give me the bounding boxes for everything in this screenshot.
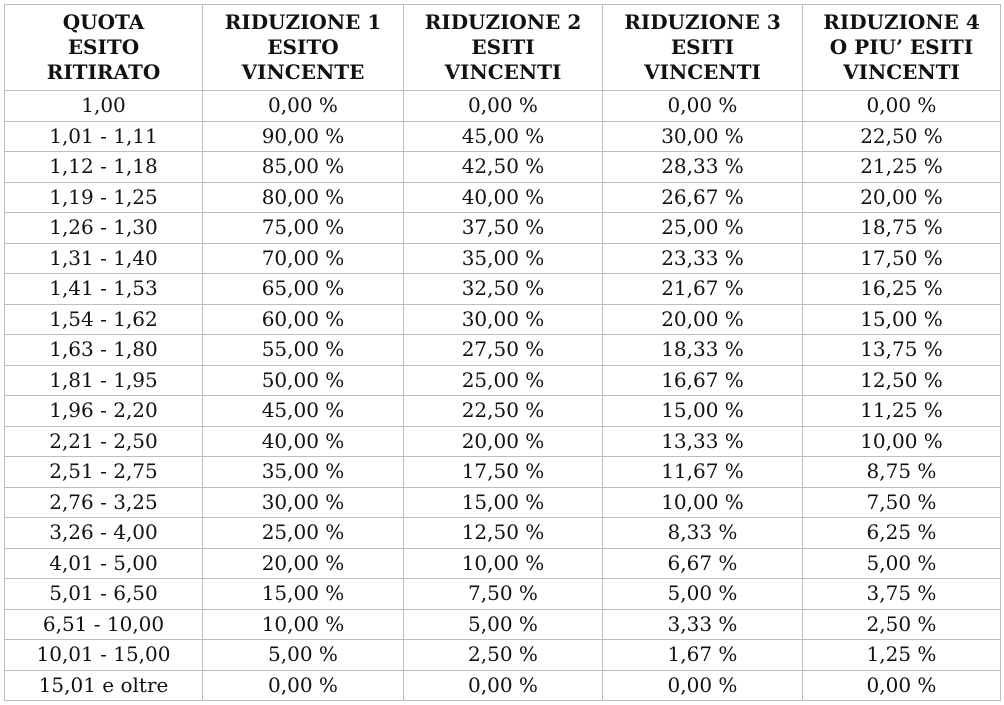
quota-range-cell: 2,21 - 2,50 [5,426,203,457]
quota-range-cell: 1,19 - 1,25 [5,182,203,213]
riduzione-1-cell: 10,00 % [203,609,404,640]
riduzione-4-cell: 7,50 % [803,487,1001,518]
header-line: VINCENTI [644,60,761,84]
header-line: QUOTA [62,10,145,34]
riduzione-1-cell: 50,00 % [203,365,404,396]
riduzione-1-cell: 55,00 % [203,335,404,366]
table-row [5,91,1001,122]
riduzione-4-cell: 8,75 % [803,457,1001,488]
table-row [5,579,1001,610]
quota-range-cell: 2,76 - 3,25 [5,487,203,518]
header-riduzione-2 [404,5,603,91]
table-row [5,396,1001,427]
header-riduzione-4 [803,5,1001,91]
reduction-table [4,4,1001,701]
riduzione-3-cell: 25,00 % [603,213,803,244]
table-row [5,365,1001,396]
riduzione-1-cell: 60,00 % [203,304,404,335]
riduzione-4-cell: 22,50 % [803,121,1001,152]
riduzione-4-cell: 5,00 % [803,548,1001,579]
quota-range-cell: 1,01 - 1,11 [5,121,203,152]
header-riduzione-1 [203,5,404,91]
header-line: RIDUZIONE 2 [424,10,582,34]
header-line: ESITO [267,35,339,59]
riduzione-2-cell: 42,50 % [404,152,603,183]
riduzione-4-cell: 15,00 % [803,304,1001,335]
table-row [5,487,1001,518]
riduzione-3-cell: 8,33 % [603,518,803,549]
header-line: VINCENTI [843,60,960,84]
riduzione-1-cell: 15,00 % [203,579,404,610]
riduzione-2-cell: 0,00 % [404,670,603,701]
riduzione-1-cell: 80,00 % [203,182,404,213]
riduzione-3-cell: 10,00 % [603,487,803,518]
riduzione-4-cell: 2,50 % [803,609,1001,640]
riduzione-3-cell: 30,00 % [603,121,803,152]
riduzione-2-cell: 35,00 % [404,243,603,274]
quota-range-cell: 1,31 - 1,40 [5,243,203,274]
riduzione-2-cell: 12,50 % [404,518,603,549]
quota-range-cell: 3,26 - 4,00 [5,518,203,549]
riduzione-3-cell: 23,33 % [603,243,803,274]
quota-range-cell: 1,63 - 1,80 [5,335,203,366]
riduzione-1-cell: 70,00 % [203,243,404,274]
table-row [5,243,1001,274]
riduzione-1-cell: 40,00 % [203,426,404,457]
riduzione-1-cell: 65,00 % [203,274,404,305]
riduzione-3-cell: 11,67 % [603,457,803,488]
header-row [5,5,1001,91]
riduzione-2-cell: 0,00 % [404,91,603,122]
table-row [5,518,1001,549]
table-row [5,609,1001,640]
riduzione-2-cell: 20,00 % [404,426,603,457]
riduzione-1-cell: 20,00 % [203,548,404,579]
riduzione-1-cell: 25,00 % [203,518,404,549]
riduzione-2-cell: 25,00 % [404,365,603,396]
riduzione-3-cell: 20,00 % [603,304,803,335]
quota-range-cell: 5,01 - 6,50 [5,579,203,610]
riduzione-3-cell: 21,67 % [603,274,803,305]
quota-range-cell: 1,41 - 1,53 [5,274,203,305]
table-row [5,304,1001,335]
riduzione-4-cell: 18,75 % [803,213,1001,244]
riduzione-3-cell: 3,33 % [603,609,803,640]
riduzione-2-cell: 45,00 % [404,121,603,152]
table-row [5,274,1001,305]
riduzione-3-cell: 18,33 % [603,335,803,366]
table-row [5,121,1001,152]
quota-range-cell: 4,01 - 5,00 [5,548,203,579]
riduzione-4-cell: 0,00 % [803,670,1001,701]
header-line: RIDUZIONE 3 [624,10,781,34]
riduzione-3-cell: 16,67 % [603,365,803,396]
riduzione-2-cell: 30,00 % [404,304,603,335]
table-row [5,670,1001,701]
riduzione-2-cell: 40,00 % [404,182,603,213]
riduzione-2-cell: 17,50 % [404,457,603,488]
riduzione-3-cell: 26,67 % [603,182,803,213]
header-line: RIDUZIONE 4 [823,10,980,34]
riduzione-4-cell: 13,75 % [803,335,1001,366]
quota-range-cell: 2,51 - 2,75 [5,457,203,488]
riduzione-3-cell: 15,00 % [603,396,803,427]
table-row [5,152,1001,183]
riduzione-3-cell: 13,33 % [603,426,803,457]
header-line: VINCENTI [444,60,562,84]
quota-range-cell: 1,81 - 1,95 [5,365,203,396]
table-row [5,548,1001,579]
table-body [5,91,1001,701]
riduzione-4-cell: 0,00 % [803,91,1001,122]
header-line: O PIU’ ESITI [829,35,974,59]
quota-range-cell: 1,96 - 2,20 [5,396,203,427]
riduzione-1-cell: 0,00 % [203,91,404,122]
header-riduzione-3 [603,5,803,91]
riduzione-2-cell: 37,50 % [404,213,603,244]
table-row [5,335,1001,366]
riduzione-1-cell: 5,00 % [203,640,404,671]
table-row [5,426,1001,457]
riduzione-2-cell: 7,50 % [404,579,603,610]
riduzione-2-cell: 15,00 % [404,487,603,518]
riduzione-2-cell: 27,50 % [404,335,603,366]
riduzione-3-cell: 6,67 % [603,548,803,579]
riduzione-1-cell: 90,00 % [203,121,404,152]
quota-range-cell: 10,01 - 15,00 [5,640,203,671]
riduzione-4-cell: 3,75 % [803,579,1001,610]
riduzione-1-cell: 30,00 % [203,487,404,518]
table-row [5,640,1001,671]
quota-range-cell: 6,51 - 10,00 [5,609,203,640]
riduzione-2-cell: 10,00 % [404,548,603,579]
header-line: ESITI [670,35,735,59]
riduzione-4-cell: 21,25 % [803,152,1001,183]
header-line: ESITI [471,35,535,59]
riduzione-2-cell: 5,00 % [404,609,603,640]
riduzione-3-cell: 0,00 % [603,91,803,122]
riduzione-4-cell: 1,25 % [803,640,1001,671]
riduzione-4-cell: 6,25 % [803,518,1001,549]
riduzione-3-cell: 1,67 % [603,640,803,671]
riduzione-4-cell: 17,50 % [803,243,1001,274]
header-line: RITIRATO [46,60,161,84]
riduzione-4-cell: 10,00 % [803,426,1001,457]
riduzione-3-cell: 28,33 % [603,152,803,183]
table-row [5,457,1001,488]
table-header [5,5,1001,91]
riduzione-1-cell: 35,00 % [203,457,404,488]
quota-range-cell: 15,01 e oltre [5,670,203,701]
riduzione-3-cell: 0,00 % [603,670,803,701]
riduzione-1-cell: 45,00 % [203,396,404,427]
riduzione-2-cell: 22,50 % [404,396,603,427]
riduzione-3-cell: 5,00 % [603,579,803,610]
quota-range-cell: 1,12 - 1,18 [5,152,203,183]
riduzione-4-cell: 12,50 % [803,365,1001,396]
table-row [5,213,1001,244]
quota-range-cell: 1,54 - 1,62 [5,304,203,335]
header-line: ESITO [67,35,140,59]
riduzione-4-cell: 20,00 % [803,182,1001,213]
riduzione-1-cell: 0,00 % [203,670,404,701]
quota-range-cell: 1,26 - 1,30 [5,213,203,244]
riduzione-1-cell: 85,00 % [203,152,404,183]
quota-range-cell: 1,00 [5,91,203,122]
riduzione-2-cell: 2,50 % [404,640,603,671]
header-line: RIDUZIONE 1 [224,10,382,34]
riduzione-4-cell: 16,25 % [803,274,1001,305]
header-quota-esito-ritirato [5,5,203,91]
riduzione-1-cell: 75,00 % [203,213,404,244]
table-row [5,182,1001,213]
header-line: VINCENTE [241,60,365,84]
riduzione-4-cell: 11,25 % [803,396,1001,427]
riduzione-2-cell: 32,50 % [404,274,603,305]
